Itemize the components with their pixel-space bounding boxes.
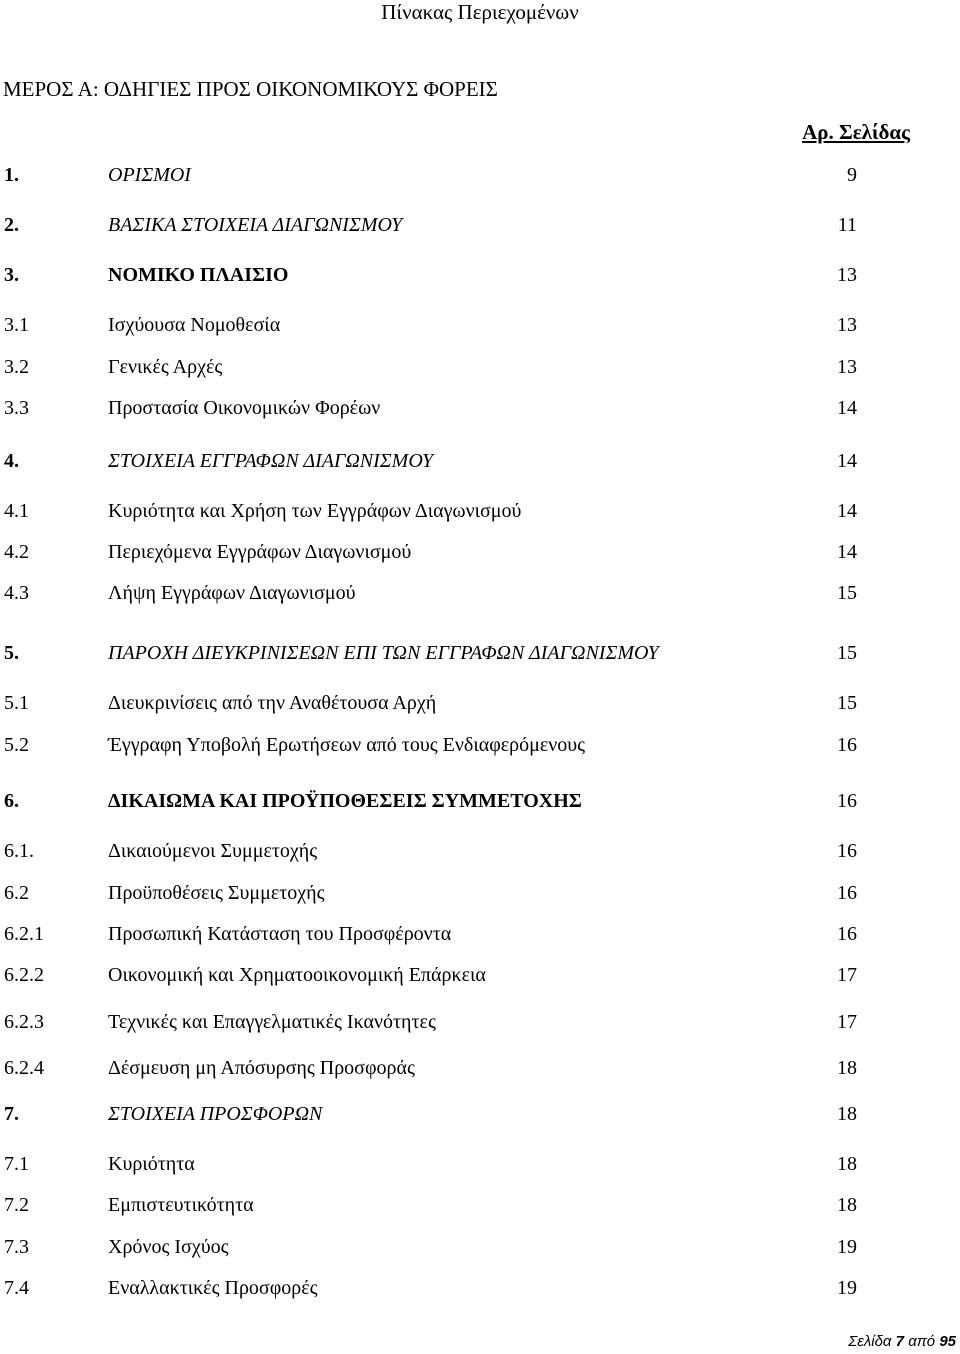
toc-entry-number: 4.2	[4, 541, 29, 563]
toc-entry-page: 18	[837, 1057, 857, 1079]
toc-entry[interactable]	[0, 263, 960, 287]
toc-entry-number: 6.2.3	[4, 1011, 44, 1033]
toc-entry-title: Εμπιστευτικότητα	[108, 1194, 254, 1216]
toc-title: Πίνακας Περιεχομένων	[381, 0, 579, 24]
toc-entry[interactable]	[0, 1056, 960, 1080]
toc-entry-number: 6.	[4, 790, 19, 812]
toc-entry-number: 7.1	[4, 1153, 29, 1175]
toc-entry[interactable]	[0, 355, 960, 379]
toc-entry-number: 2.	[4, 214, 19, 236]
toc-entry-page: 11	[837, 214, 857, 236]
toc-entry-title: Δικαιούμενοι Συμμετοχής	[108, 840, 318, 862]
toc-entry-number: 6.2	[4, 882, 29, 904]
toc-entry[interactable]	[0, 1276, 960, 1300]
toc-entry-title: Δέσμευση μη Απόσυρσης Προσφοράς	[108, 1057, 415, 1079]
toc-entry-number: 4.1	[4, 500, 29, 522]
toc-entry[interactable]	[0, 1193, 960, 1217]
toc-entry-title: Οικονομική και Χρηματοοικονομική Επάρκεια	[108, 964, 486, 986]
toc-entry-number: 3.3	[4, 397, 29, 419]
toc-entry-title: ΠΑΡΟΧΗ ΔΙΕΥΚΡΙΝΙΣΕΩΝ ΕΠΙ ΤΩΝ ΕΓΓΡΑΦΩΝ ΔΙΑΓΩΝΙΣΜΟΥ	[108, 642, 659, 664]
toc-entry[interactable]	[0, 449, 960, 473]
toc-entry[interactable]	[0, 1010, 960, 1034]
toc-entry-title: Περιεχόμενα Εγγράφων Διαγωνισμού	[108, 541, 412, 563]
toc-entry-page: 19	[837, 1277, 857, 1299]
toc-entry-page: 16	[837, 923, 857, 945]
toc-entry[interactable]	[0, 540, 960, 564]
toc-entry-number: 5.1	[4, 692, 29, 714]
toc-entry-title: Προϋποθέσεις Συμμετοχής	[108, 882, 325, 904]
toc-entry-number: 1.	[4, 164, 19, 186]
toc-entry-title: Προστασία Οικονομικών Φορέων	[108, 397, 381, 419]
toc-entry-title: Τεχνικές και Επαγγελματικές Ικανότητες	[108, 1011, 436, 1033]
toc-entry[interactable]	[0, 789, 960, 813]
toc-entry-page: 14	[837, 541, 857, 563]
toc-entry-title: ΝΟΜΙΚΟ ΠΛΑΙΣΙΟ	[108, 264, 289, 286]
toc-entry-title: Λήψη Εγγράφων Διαγωνισμού	[108, 582, 356, 604]
toc-entry[interactable]	[0, 213, 960, 237]
toc-entry-number: 5.2	[4, 734, 29, 756]
footer-prefix: Σελίδα	[848, 1333, 892, 1350]
toc-entry-title: Διευκρινίσεις από την Αναθέτουσα Αρχή	[108, 692, 437, 714]
toc-entry-page: 15	[837, 692, 857, 714]
toc-entry[interactable]	[0, 163, 960, 187]
toc-entry-page: 13	[837, 356, 857, 378]
toc-entry-title: ΟΡΙΣΜΟΙ	[108, 164, 191, 186]
toc-entry-number: 5.	[4, 642, 19, 664]
toc-entry-number: 7.3	[4, 1236, 29, 1258]
toc-entry[interactable]	[0, 1235, 960, 1259]
toc-entry-page: 18	[837, 1103, 857, 1125]
toc-entry-title: Εναλλακτικές Προσφορές	[108, 1277, 318, 1299]
toc-entry[interactable]	[0, 641, 960, 665]
toc-entry[interactable]	[0, 963, 960, 987]
footer-total-pages: 95	[939, 1333, 956, 1350]
toc-entry-page: 17	[837, 1011, 857, 1033]
toc-entry-page: 15	[837, 642, 857, 664]
toc-entry-number: 7.4	[4, 1277, 29, 1299]
toc-entry-page: 16	[837, 840, 857, 862]
toc-entry-page: 16	[837, 790, 857, 812]
toc-entry-title: Γενικές Αρχές	[108, 356, 223, 378]
toc-entry-number: 6.1.	[4, 840, 34, 862]
toc-entry-title: Ισχύουσα Νομοθεσία	[108, 314, 281, 336]
toc-entry-page: 18	[837, 1153, 857, 1175]
toc-entry-number: 3.	[4, 264, 19, 286]
toc-entry[interactable]	[0, 922, 960, 946]
toc-entry-page: 14	[837, 450, 857, 472]
toc-entry-page: 16	[837, 882, 857, 904]
toc-entry[interactable]	[0, 499, 960, 523]
toc-entry-page: 9	[847, 164, 857, 186]
toc-entry[interactable]	[0, 581, 960, 605]
toc-entry-page: 13	[837, 314, 857, 336]
toc-entry-title: ΣΤΟΙΧΕΙΑ ΕΓΓΡΑΦΩΝ ΔΙΑΓΩΝΙΣΜΟΥ	[108, 450, 434, 472]
page-number-column-header: Αρ. Σελίδας	[802, 120, 910, 144]
toc-entry[interactable]	[0, 1152, 960, 1176]
toc-entry-number: 4.	[4, 450, 19, 472]
toc-entry-page: 17	[837, 964, 857, 986]
toc-entry-title: Κυριότητα και Χρήση των Εγγράφων Διαγωνισμού	[108, 500, 522, 522]
toc-entry[interactable]	[0, 881, 960, 905]
section-heading: ΜΕΡΟΣ Α: ΟΔΗΓΙΕΣ ΠΡΟΣ ΟΙΚΟΝΟΜΙΚΟΥΣ ΦΟΡΕΙΣ	[3, 77, 498, 101]
toc-entry-page: 16	[837, 734, 857, 756]
toc-entry-number: 3.2	[4, 356, 29, 378]
toc-entry[interactable]	[0, 1102, 960, 1126]
footer-current-page: 7	[895, 1333, 905, 1350]
toc-entry-number: 7.2	[4, 1194, 29, 1216]
page-footer	[848, 1333, 956, 1351]
toc-entry[interactable]	[0, 733, 960, 757]
toc-entry-title: ΒΑΣΙΚΑ ΣΤΟΙΧΕΙΑ ΔΙΑΓΩΝΙΣΜΟΥ	[108, 214, 403, 236]
toc-entry-title: Προσωπική Κατάσταση του Προσφέροντα	[108, 923, 452, 945]
toc-entry-title: Κυριότητα	[108, 1153, 195, 1175]
toc-entry-number: 3.1	[4, 314, 29, 336]
toc-entry-page: 14	[837, 397, 857, 419]
toc-entry-title: ΣΤΟΙΧΕΙΑ ΠΡΟΣΦΟΡΩΝ	[108, 1103, 323, 1125]
toc-entry-number: 6.2.2	[4, 964, 44, 986]
toc-entry-title: ΔΙΚΑΙΩΜΑ ΚΑΙ ΠΡΟΫΠΟΘΕΣΕΙΣ ΣΥΜΜΕΤΟΧΗΣ	[108, 790, 582, 812]
toc-entry-number: 6.2.4	[4, 1057, 44, 1079]
footer-separator: από	[908, 1333, 936, 1350]
toc-entry-number: 7.	[4, 1103, 19, 1125]
toc-entry-number: 4.3	[4, 582, 29, 604]
toc-entry-page: 15	[837, 582, 857, 604]
toc-entry[interactable]	[0, 313, 960, 337]
toc-entry-title: Έγγραφη Υποβολή Ερωτήσεων από τους Ενδιαφερόμενους	[108, 734, 586, 756]
toc-entry-number: 6.2.1	[4, 923, 44, 945]
toc-entry[interactable]	[0, 691, 960, 715]
toc-entry-page: 13	[837, 264, 857, 286]
toc-entry-page: 14	[837, 500, 857, 522]
toc-entry-page: 19	[837, 1236, 857, 1258]
toc-entry-page: 18	[837, 1194, 857, 1216]
toc-entry-title: Χρόνος Ισχύος	[108, 1236, 229, 1258]
toc-entry[interactable]	[0, 839, 960, 863]
toc-entry[interactable]	[0, 396, 960, 420]
